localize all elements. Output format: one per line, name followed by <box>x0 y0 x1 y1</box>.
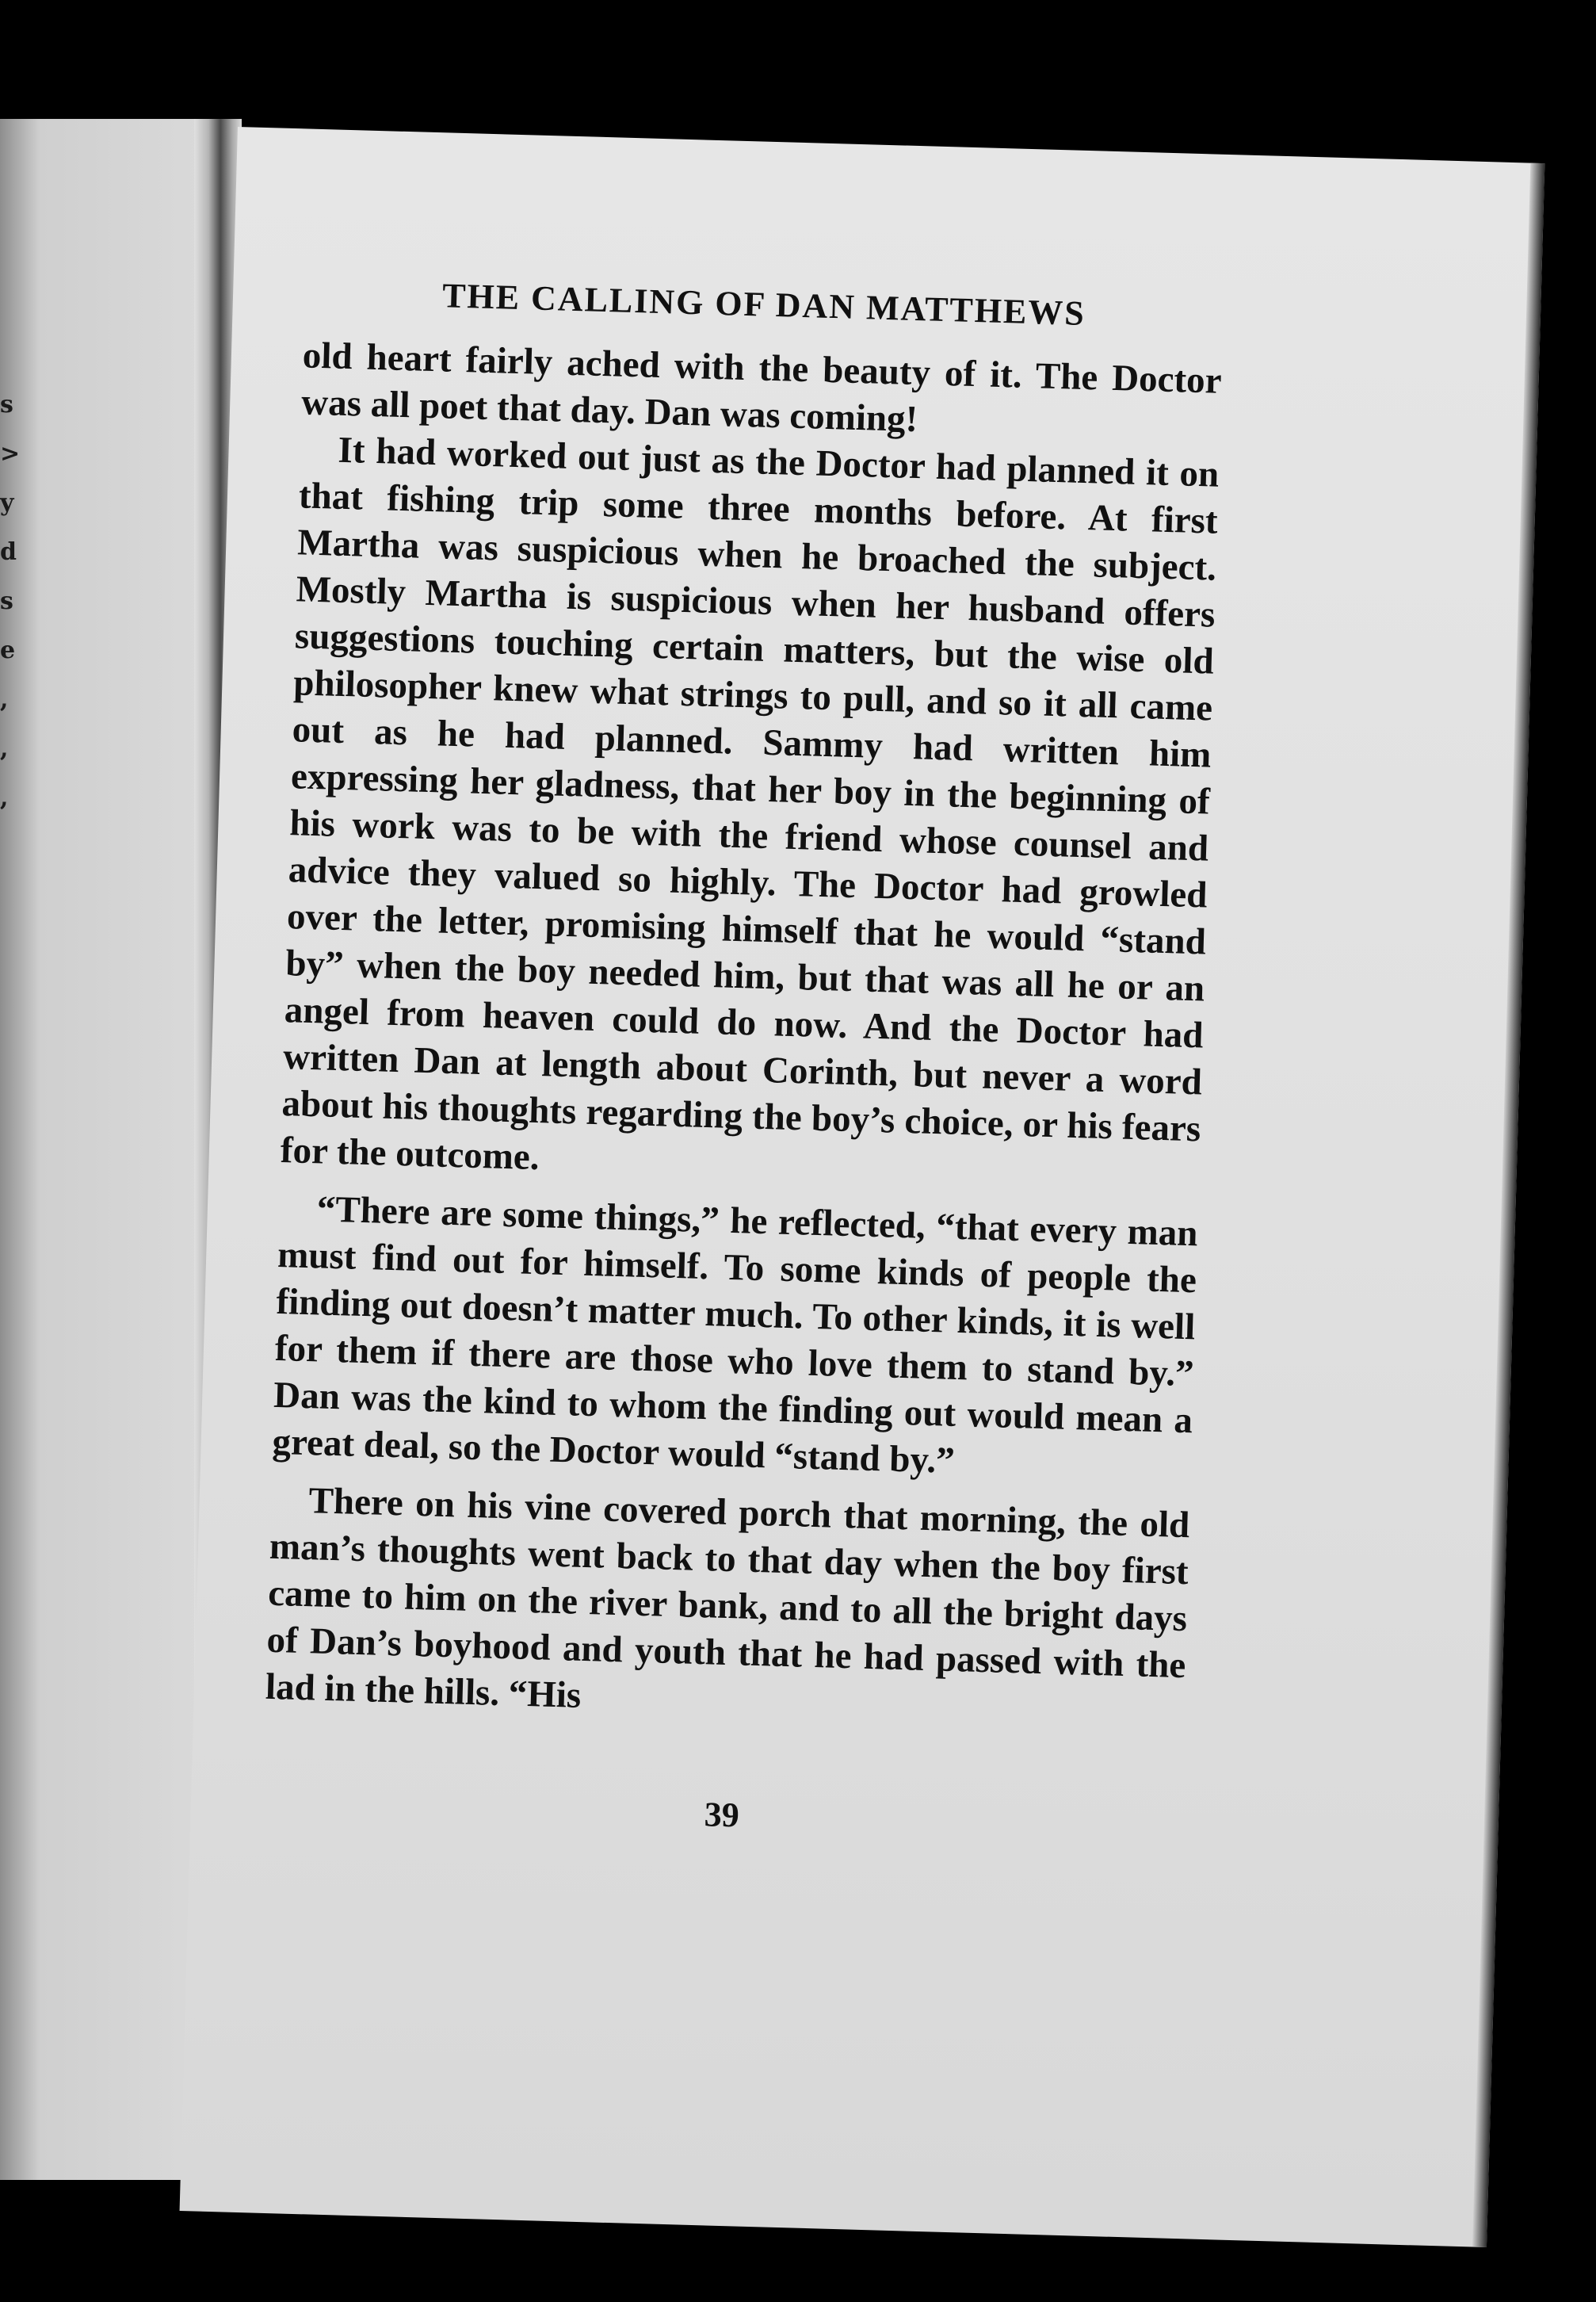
book-page <box>180 127 1545 2247</box>
paragraph: “There are some things,” he reflected, “that every man must find out for himself. To some kinds of people the finding out doesn’t matter much. To other kinds, it is well for them if there are those who love them to stand by.” Dan was the kind to whom the finding out would mean a great deal, so the Doctor would “stand by.” <box>271 1188 1199 1482</box>
facing-page-edge <box>0 119 198 2180</box>
paragraph: It had worked out just as the Doctor had planned it on that fishing trip some three months before. At first Martha was suspicious when he broached the subject. Mostly Martha is suspicious when her husband offers suggestions touching certain matters, but the wise old philosopher knew what strings to pull, and so it all came out as he had planned. Sammy had written him expressing her gladness, that her boy in the beginning of his work was to be with the friend whose counsel and advice they valued so highly. The Doctor had growled over the letter, promising himself that he would “stand by” when the boy needed him, but that was all he or an angel from heaven could do now. And the Doctor had written Dan at length about Corinth, but never a word about his thoughts regarding the boy’s choice, or his fears for the outcome. <box>280 429 1220 1179</box>
running-head: THE CALLING OF DAN MATTHEWS <box>441 276 1086 333</box>
facing-page-text-fragments: s > y d s e , , , <box>0 391 21 812</box>
page-content <box>262 271 1224 1848</box>
page-number: 39 <box>704 1795 740 1835</box>
body-text <box>265 332 1222 1736</box>
page-edge-shadow <box>1472 163 1544 2247</box>
paragraph-continued: old heart fairly ached with the beauty of it. The Doctor was all poet that day. Dan was coming! <box>300 335 1223 441</box>
paragraph: There on his vine covered porch that morning, the old man’s thoughts went back to that day when the boy first came to him on the river bank, and to all the bright days of Dan’s boyhood and youth that he had passed with the lad in the hills. “His <box>265 1480 1190 1716</box>
